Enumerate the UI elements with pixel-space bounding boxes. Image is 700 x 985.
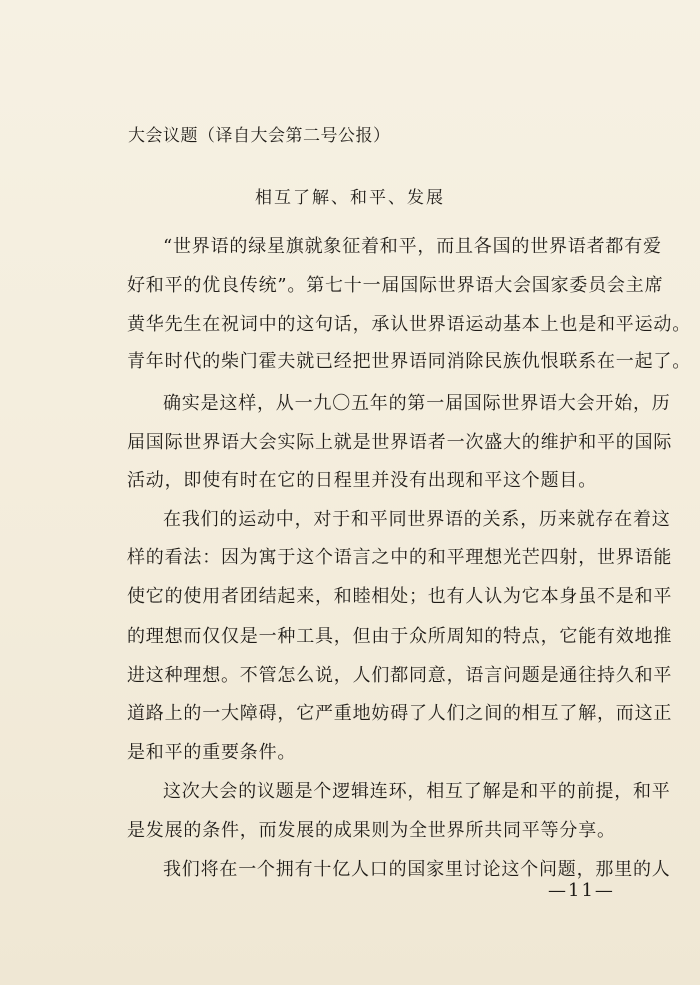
- body-line: 我们将在一个拥有十亿人口的国家里讨论这个问题，那里的人: [163, 859, 671, 880]
- body-line: 道路上的一大障碍，它严重地妨碍了人们之间的相互了解，而这正: [127, 703, 673, 724]
- body-line: 这次大会的议题是个逻辑连环，相互了解是和平的前提，和平: [163, 781, 671, 802]
- body-line: 活动，即使有时在它的日程里并没有出现和平这个题目。: [127, 470, 597, 491]
- body-line: “世界语的绿星旗就象征着和平，而且各国的世界语者都有爱: [163, 236, 662, 257]
- body-line: 使它的使用者团结起来，和睦相处；也有人认为它本身虽不是和平: [127, 586, 673, 607]
- body-line: 黄华先生在祝词中的这句话，承认世界语运动基本上也是和平运动。: [127, 314, 691, 335]
- document-title: 相互了解、和平、发展: [255, 188, 445, 208]
- body-line: 青年时代的柴门霍夫就已经把世界语同消除民族仇恨联系在一起了。: [127, 351, 691, 372]
- body-line: 的理想而仅仅是一种工具，但由于众所周知的特点，它能有效地推: [127, 626, 673, 647]
- page-number: —11—: [548, 880, 615, 901]
- body-line: 样的看法：因为寓于这个语言之中的和平理想光芒四射，世界语能: [127, 547, 673, 568]
- document-header: 大会议题（译自大会第二号公报）: [128, 126, 391, 146]
- body-line: 是和平的重要条件。: [127, 742, 297, 763]
- body-line: 在我们的运动中，对于和平同世界语的关系，历来就存在着这: [163, 509, 671, 530]
- body-line: 好和平的优良传统”。第七十一届国际世界语大会国家委员会主席: [127, 275, 664, 296]
- body-line: 届国际世界语大会实际上就是世界语者一次盛大的维护和平的国际: [127, 432, 673, 453]
- body-line: 确实是这样，从一九〇五年的第一届国际世界语大会开始，历: [163, 393, 671, 414]
- body-line: 是发展的条件，而发展的成果则为全世界所共同平等分享。: [127, 820, 616, 841]
- body-line: 进这种理想。不管怎么说，人们都同意，语言问题是通往持久和平: [127, 665, 673, 686]
